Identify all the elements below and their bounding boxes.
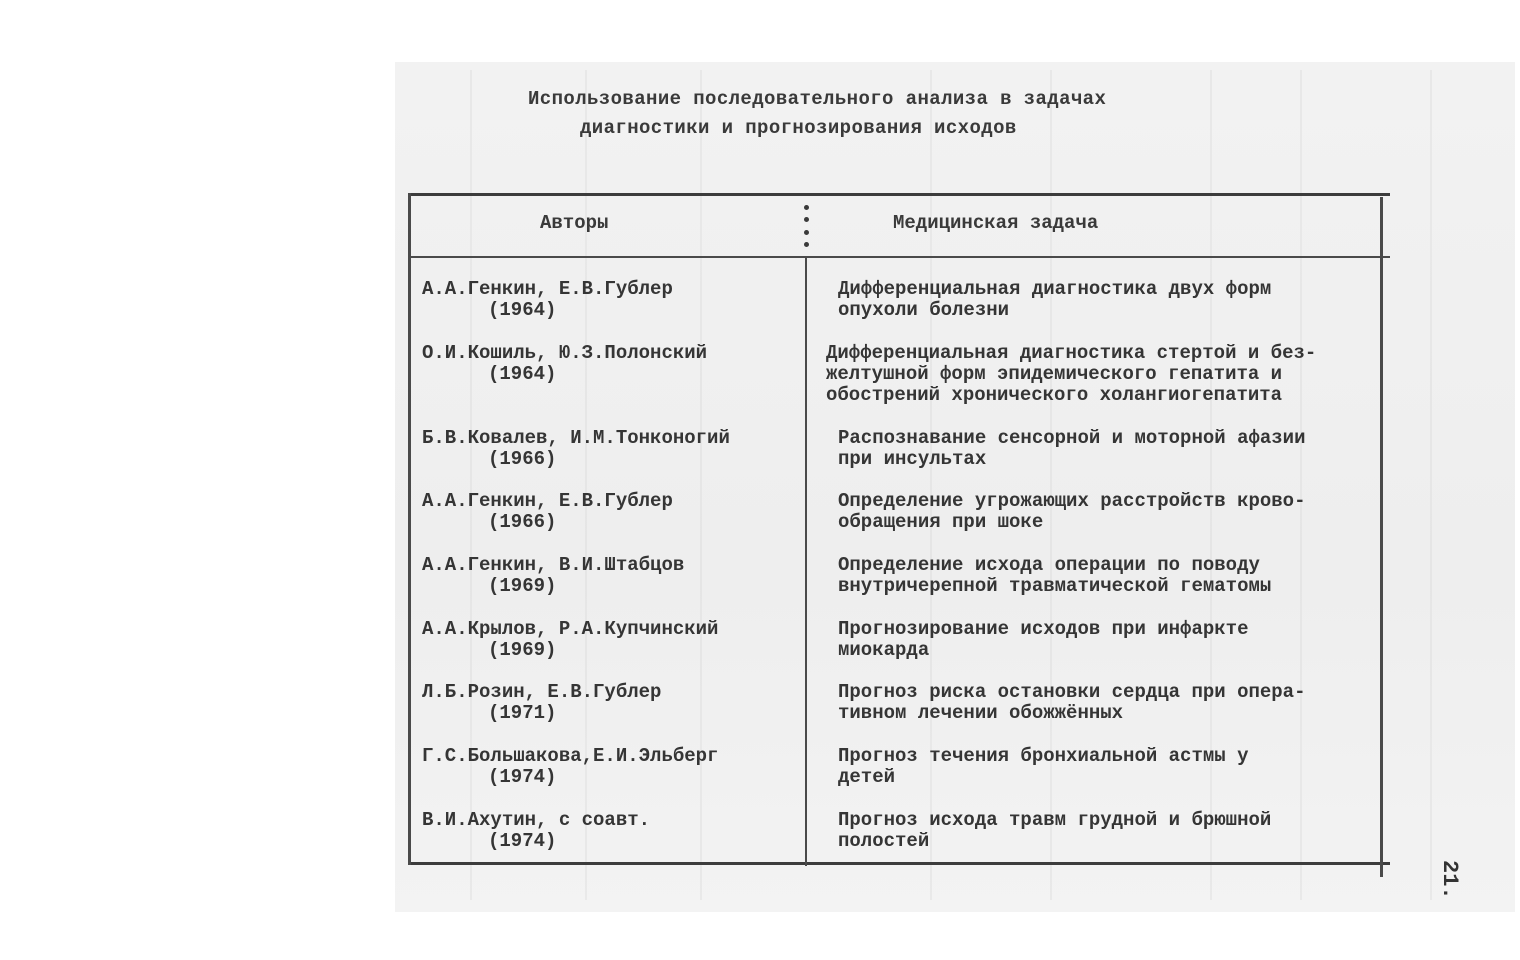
row-authors: А.А.Генкин, В.И.Штабцов bbox=[422, 554, 685, 576]
row-task bbox=[838, 619, 1248, 661]
table-row bbox=[0, 279, 1520, 343]
row-task bbox=[826, 343, 1316, 406]
row-task bbox=[838, 555, 1271, 597]
row-authors: Л.Б.Розин, Е.В.Гублер bbox=[422, 681, 662, 703]
row-authors: О.И.Кошиль, Ю.З.Полонский bbox=[422, 342, 708, 364]
row-task-line: Распознавание сенсорной и моторной афазии bbox=[838, 427, 1306, 449]
row-year: (1974) bbox=[488, 830, 557, 852]
document-title-line-1: Использование последовательного анализа в задачах bbox=[528, 88, 1107, 110]
row-task-line: опухоли болезни bbox=[838, 299, 1010, 321]
header-medical-task: Медицинская задача bbox=[893, 212, 1099, 234]
row-task-line: внутричерепной травматической гематомы bbox=[838, 575, 1272, 597]
row-task-line: миокарда bbox=[838, 639, 930, 661]
table-row bbox=[0, 619, 1520, 683]
row-year: (1966) bbox=[488, 448, 557, 470]
row-task bbox=[838, 810, 1271, 852]
row-task-line: Прогноз течения бронхиальной астмы у bbox=[838, 745, 1249, 767]
row-authors: А.А.Генкин, Е.В.Гублер bbox=[422, 490, 673, 512]
table-row bbox=[0, 746, 1520, 810]
header-authors: Авторы bbox=[540, 212, 609, 234]
row-authors: Б.В.Ковалев, И.М.Тонконогий bbox=[422, 427, 730, 449]
row-authors: Г.С.Большакова,Е.И.Эльберг bbox=[422, 745, 719, 767]
row-task-line: детей bbox=[838, 766, 896, 788]
row-task-line: Прогнозирование исходов при инфаркте bbox=[838, 618, 1249, 640]
row-task-line: полостей bbox=[838, 830, 930, 852]
row-task bbox=[838, 682, 1305, 724]
row-task bbox=[838, 746, 1248, 788]
row-year: (1971) bbox=[488, 702, 557, 724]
table-row bbox=[0, 343, 1520, 407]
row-task bbox=[838, 279, 1271, 321]
page-number: 21. bbox=[1437, 860, 1462, 900]
row-year: (1974) bbox=[488, 766, 557, 788]
row-task-line: Прогноз риска остановки сердца при опера- bbox=[838, 681, 1306, 703]
table-row bbox=[0, 491, 1520, 555]
row-authors: А.А.Генкин, Е.В.Гублер bbox=[422, 278, 673, 300]
table-top-border bbox=[408, 193, 1390, 196]
row-task-line: обращения при шоке bbox=[838, 511, 1044, 533]
row-task-line: желтушной форм эпидемического гепатита и bbox=[826, 363, 1283, 385]
table-row bbox=[0, 682, 1520, 746]
table-row bbox=[0, 428, 1520, 492]
row-authors: В.И.Ахутин, с соавт. bbox=[422, 809, 651, 831]
row-task-line: Дифференциальная диагностика стертой и без- bbox=[826, 342, 1317, 364]
row-authors: А.А.Крылов, Р.А.Купчинский bbox=[422, 618, 719, 640]
table-row bbox=[0, 555, 1520, 619]
row-year: (1964) bbox=[488, 299, 557, 321]
row-task-line: обострений хронического холангиогепатита bbox=[826, 384, 1283, 406]
document-title-line-2: диагностики и прогнозирования исходов bbox=[580, 117, 1017, 139]
header-dotted-separator bbox=[802, 205, 810, 247]
row-year: (1969) bbox=[488, 575, 557, 597]
row-year: (1964) bbox=[488, 363, 557, 385]
row-task-line: тивном лечении обожжённых bbox=[838, 702, 1124, 724]
row-task bbox=[838, 491, 1305, 533]
row-task-line: Определение исхода операции по поводу bbox=[838, 554, 1260, 576]
row-year: (1966) bbox=[488, 511, 557, 533]
row-year: (1969) bbox=[488, 639, 557, 661]
table-header-separator bbox=[408, 256, 1390, 258]
row-task-line: Дифференциальная диагностика двух форм bbox=[838, 278, 1272, 300]
table-row bbox=[0, 810, 1520, 874]
row-task-line: при инсультах bbox=[838, 448, 987, 470]
row-task-line: Прогноз исхода травм грудной и брюшной bbox=[838, 809, 1272, 831]
row-task bbox=[838, 428, 1305, 470]
row-task-line: Определение угрожающих расстройств крово- bbox=[838, 490, 1306, 512]
